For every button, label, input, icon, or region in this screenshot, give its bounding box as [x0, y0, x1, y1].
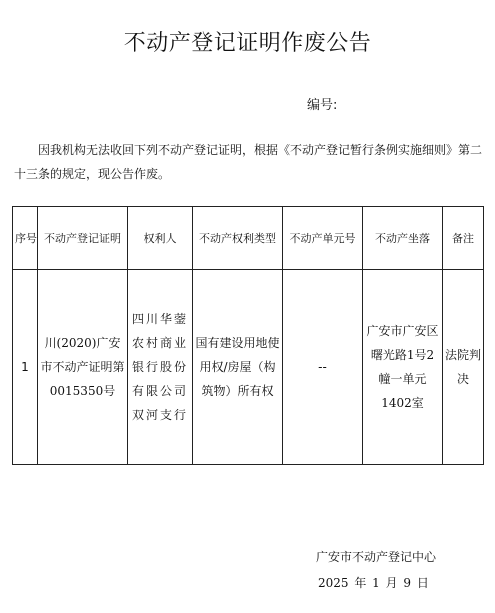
header-remark: 备注: [443, 207, 484, 270]
cell-right-type: 国有建设用地使用权/房屋（构筑物）所有权: [193, 270, 283, 465]
serial-number-label: 编号:: [307, 98, 338, 113]
cell-remark: 法院判决: [443, 270, 484, 465]
header-certificate: 不动产登记证明: [38, 207, 128, 270]
notice-body: 因我机构无法收回下列不动产登记证明，根据《不动产登记暂行条例实施细则》第二十三条的规定，现公告作废。: [14, 143, 483, 181]
cell-holder: 四川华蓥农村商业银行股份有限公司双河支行: [128, 270, 193, 465]
header-unit-no: 不动产单元号: [283, 207, 363, 270]
header-right-type: 不动产权利类型: [193, 207, 283, 270]
signature-date: 2025 年 1 月 9 日: [318, 576, 429, 590]
cell-location: 广安市广安区曙光路1号2幢一单元1402室: [363, 270, 443, 465]
header-holder: 权利人: [128, 207, 193, 270]
header-index: 序号: [13, 207, 38, 270]
cell-certificate: 川(2020)广安市不动产证明第0015350号: [38, 270, 128, 465]
table-header-row: [13, 207, 484, 270]
cell-index: 1: [13, 270, 38, 465]
table-row: [13, 270, 484, 465]
signature-org: 广安市不动产登记中心: [316, 550, 437, 564]
page-title: 不动产登记证明作废公告: [123, 31, 372, 56]
notice-table: [12, 206, 484, 465]
cell-unit-no: --: [283, 270, 363, 465]
header-location: 不动产坐落: [363, 207, 443, 270]
